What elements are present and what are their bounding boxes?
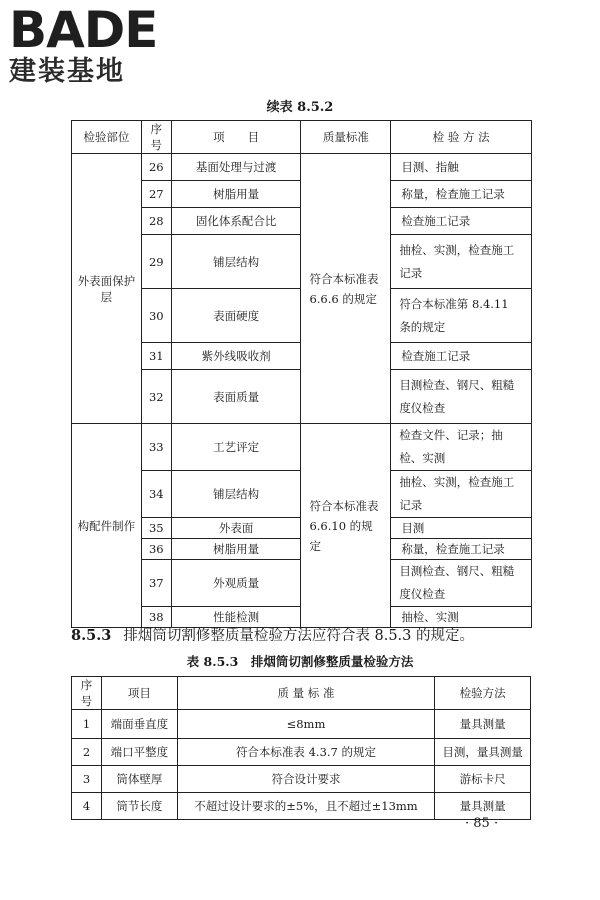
row-item: 紫外线吸收剂: [171, 343, 301, 370]
row-standard: 不超过设计要求的±5%，且不超过±13mm: [177, 793, 434, 820]
row-item: 表面质量: [171, 370, 301, 424]
row-no: 1: [72, 710, 102, 739]
row-method: 抽检、实测: [391, 607, 532, 628]
part-cell: 外表面保护层: [72, 154, 142, 424]
table-row: [72, 154, 532, 181]
row-no: 2: [72, 739, 102, 766]
bade-logo: [9, 1, 174, 88]
header-part: 检验部位: [72, 121, 142, 154]
row-standard: ≤8mm: [177, 710, 434, 739]
row-item: 端面垂直度: [101, 710, 177, 739]
section-8-5-3: [71, 624, 474, 645]
row-method: 目测: [391, 518, 532, 539]
logo-wordmark: BADE: [9, 1, 158, 59]
table-8-5-3-caption: 表 8.5.3 排烟筒切割修整质量检验方法: [186, 654, 414, 669]
row-item: 铺层结构: [171, 235, 301, 289]
row-no: 32: [141, 370, 171, 424]
table-row: [72, 793, 531, 820]
row-item: 筒体壁厚: [101, 766, 177, 793]
row-item: 性能检测: [171, 607, 301, 628]
row-no: 28: [141, 208, 171, 235]
row-method: 目测检查、钢尺、粗糙度仪检查: [391, 370, 532, 424]
row-standard: 符合设计要求: [177, 766, 434, 793]
row-item: 树脂用量: [171, 539, 301, 560]
part-cell: 构配件制作: [72, 424, 142, 628]
table-row: [72, 739, 531, 766]
row-no: 35: [141, 518, 171, 539]
logo-chinese-text: 建装基地: [9, 56, 125, 87]
row-item: 筒节长度: [101, 793, 177, 820]
row-method: 目测，量具测量: [435, 739, 531, 766]
row-method: 检查施工记录: [391, 208, 532, 235]
row-method: 抽检、实测，检查施工记录: [391, 471, 532, 518]
row-no: 3: [72, 766, 102, 793]
row-method: 称量，检查施工记录: [391, 539, 532, 560]
section-text: 排烟筒切割修整质量检验方法应符合表 8.5.3 的规定。: [123, 628, 474, 644]
table-row: [72, 424, 532, 471]
row-no: 26: [141, 154, 171, 181]
header-item: 项 目: [171, 121, 301, 154]
table-row: [72, 710, 531, 739]
row-method: 抽检、实测，检查施工记录: [391, 235, 532, 289]
row-method: 游标卡尺: [435, 766, 531, 793]
table-header-row: [72, 677, 531, 710]
inspection-table-continued: [71, 120, 532, 628]
header-method: 检 验 方 法: [391, 121, 532, 154]
row-item: 外观质量: [171, 560, 301, 607]
row-item: 端口平整度: [101, 739, 177, 766]
row-method: 目测检查、钢尺、粗糙度仪检查: [391, 560, 532, 607]
row-no: 30: [141, 289, 171, 343]
row-no: 37: [141, 560, 171, 607]
row-method: 量具测量: [435, 710, 531, 739]
row-no: 29: [141, 235, 171, 289]
row-method: 检查施工记录: [391, 343, 532, 370]
header-standard: 质量标准: [301, 121, 391, 154]
row-item: 表面硬度: [171, 289, 301, 343]
table-continued-title: 续表 8.5.2: [266, 100, 334, 115]
page-number: · 85 ·: [465, 816, 499, 831]
standard-cell: 符合本标准表 6.6.6 的规定: [301, 154, 391, 424]
table-row: [72, 766, 531, 793]
row-no: 31: [141, 343, 171, 370]
row-item: 外表面: [171, 518, 301, 539]
row-no: 4: [72, 793, 102, 820]
section-number: 8.5.3: [71, 627, 112, 644]
header-method: 检验方法: [435, 677, 531, 710]
row-method: 称量，检查施工记录: [391, 181, 532, 208]
row-item: 工艺评定: [171, 424, 301, 471]
row-item: 铺层结构: [171, 471, 301, 518]
row-item: 固化体系配合比: [171, 208, 301, 235]
header-item: 项目: [101, 677, 177, 710]
table-header-row: [72, 121, 532, 154]
row-no: 27: [141, 181, 171, 208]
row-method: 目测、指触: [391, 154, 532, 181]
row-no: 38: [141, 607, 171, 628]
row-method: 符合本标准第 8.4.11 条的规定: [391, 289, 532, 343]
header-standard: 质 量 标 准: [177, 677, 434, 710]
row-item: 树脂用量: [171, 181, 301, 208]
standard-cell: 符合本标准表 6.6.10 的规定: [301, 424, 391, 628]
row-no: 34: [141, 471, 171, 518]
row-standard: 符合本标准表 4.3.7 的规定: [177, 739, 434, 766]
row-item: 基面处理与过渡: [171, 154, 301, 181]
row-method: 量具测量: [435, 793, 531, 820]
cutting-inspection-table: [71, 676, 531, 820]
row-no: 33: [141, 424, 171, 471]
row-no: 36: [141, 539, 171, 560]
header-no: 序号: [72, 677, 102, 710]
row-method: 检查文件、记录；抽检、实测: [391, 424, 532, 471]
header-no: 序号: [141, 121, 171, 154]
